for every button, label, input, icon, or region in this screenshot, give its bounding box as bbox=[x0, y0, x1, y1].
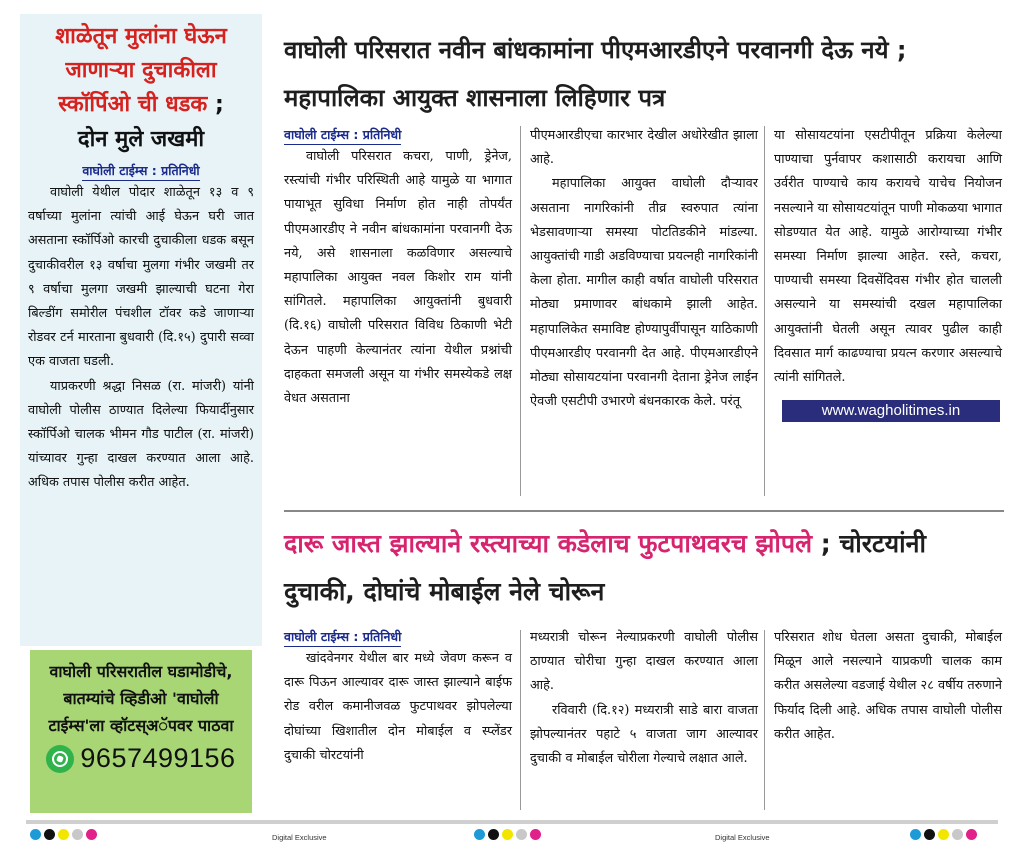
column-divider bbox=[520, 630, 521, 810]
registration-dot bbox=[502, 829, 513, 840]
registration-dot bbox=[938, 829, 949, 840]
story1-column-3 bbox=[774, 124, 1002, 422]
story2-column-2 bbox=[530, 626, 758, 771]
story1-col2-text-b: महापालिका आयुक्त वाघोली दौऱ्यावर असताना नागरिकांनी तीव्र स्वरुपात त्यांना भेडसावणाऱ्या समस्या पोटतिडकीने मांडल्या. आयुक्तांची गाडी अडविण्याचा प्रयत्नही नागरिकांनी केला होता. मागील काही वर्षात वाघोली परिसरात मोठ्या प्रमाणावर बांधकामे झाली आहेत. महापालिकेत समाविष्ट होण्यापुर्वीपासून याठिकाणी पीएमआरडीए परवानगी देत आहे. पीएमआरडीएने मोठ्या सोसायटयांना परवानगी देताना ड्रेनेज लाईन ऐवजी एसटीपी उभारणे बंधनकारक केले. परंतू bbox=[530, 176, 758, 410]
digital-exclusive-label: Digital Exclusive bbox=[715, 833, 770, 842]
left-story-subtitle: दोन मुले जखमी bbox=[77, 127, 205, 152]
story2-col2-text-b: रविवारी (दि.१२) मध्यरात्री साडे बारा वाजता झोपल्यानंतर पहाटे ५ वाजता जाग आल्यावर दुचाकी व मोबाईल चोरीला गेल्याचे लक्षात आले. bbox=[530, 702, 758, 767]
story2-byline: वाघोली टाईम्स : प्रतिनिधी bbox=[284, 628, 401, 647]
whatsapp-icon bbox=[46, 745, 74, 773]
left-story-title bbox=[28, 20, 254, 122]
left-story-title-red: शाळेतून मुलांना घेऊन जाणाऱ्या दुचाकीला स्कॉर्पिओ ची धडक bbox=[55, 24, 227, 117]
registration-dot bbox=[966, 829, 977, 840]
column-divider bbox=[520, 126, 521, 496]
footer-rule bbox=[26, 820, 998, 824]
story1-col2-text-a: पीएमआरडीएचा कारभार देखील अधोरेखीत झाला आहे. bbox=[530, 128, 758, 168]
website-banner[interactable]: www.wagholitimes.in bbox=[782, 400, 1000, 422]
promo-text: वाघोली परिसरातील घडामोडीचे, बातम्यांचे व्हिडीओ 'वाघोली टाईम्स'ला व्हॉटस्अॅपवर पाठवा bbox=[48, 662, 234, 735]
registration-dot bbox=[30, 829, 41, 840]
registration-dot bbox=[516, 829, 527, 840]
column-divider bbox=[764, 630, 765, 810]
registration-marks-center bbox=[474, 829, 541, 840]
story1-column-2 bbox=[530, 124, 758, 414]
left-story-title-sep: ; bbox=[207, 92, 224, 117]
registration-dot bbox=[474, 829, 485, 840]
column-divider bbox=[764, 126, 765, 496]
registration-dot bbox=[530, 829, 541, 840]
left-story-byline: वाघोली टाईम्स : प्रतिनिधी bbox=[82, 162, 199, 181]
registration-marks-left bbox=[30, 829, 97, 840]
digital-exclusive-label: Digital Exclusive bbox=[272, 833, 327, 842]
registration-dot bbox=[952, 829, 963, 840]
promo-phone-number: 9657499156 bbox=[80, 743, 236, 773]
registration-dot bbox=[44, 829, 55, 840]
registration-dot bbox=[924, 829, 935, 840]
registration-dot bbox=[910, 829, 921, 840]
left-story-paragraph-2: याप्रकरणी श्रद्धा निसळ (रा. मांजरी) यांनी वाघोली पोलीस ठाण्यात दिलेल्या फियार्दीनुसार स्कॉर्पिओ चालक भीमन गौड पाटील (रा. मांजरी) यांच्यावर गुन्हा दाखल करण्यात आला आहे. अधिक तपास पोलीस करीत आहेत. bbox=[28, 378, 254, 491]
story2-column-3 bbox=[774, 626, 1002, 747]
left-story-paragraph-1: वाघोली येथील पोदार शाळेतून १३ व ९ वर्षाच्या मुलांना त्यांची आई घेऊन घरी जात असताना स्कॉर्पिओ कारची दुचाकीला धडक बसून दुचाकीवरील १३ वर्षाचा मुलगा गंभीर जखमी तर ९ वर्षाचा मुलगा जखमी झाल्याची घटना गेरा बिल्डींग समोरील पंचशील टॉवर कडे जाणाऱ्या रोडवर टर्न मारताना बुधवारी (दि.१५) दुपारी सव्वा एक वाजता घडली. bbox=[28, 185, 254, 370]
registration-dot bbox=[488, 829, 499, 840]
story2-col3-text: परिसरात शोध घेतला असता दुचाकी, मोबाईल मिळून आले नसल्याने याप्रकणी चालक काम करीत असलेल्या वडजाई येथील २८ वर्षीय तरुणाने फिर्याद दिली आहे. अधिक तपास वाघोली पोलीस करीत आहेत. bbox=[774, 630, 1002, 742]
story2-article bbox=[284, 626, 1004, 816]
story1-col1-text: वाघोली परिसरात कचरा, पाणी, ड्रेनेज, रस्त्यांची गंभीर परिस्थिती आहे यामुळे या भागात पायाभूत सुविधा निर्माण होत नाही तोपर्यंत पीएमआरडीए ने नवीन बांधकामांना परवानगी देऊ नये, असे शासनाला कळविणार असल्याचे महापालिका आयुक्त नवल किशोर राम यांनी सांगितले. महापालिका आयुक्तांनी बुधवारी (दि.१६) वाघोली परिसरात विविध ठिकाणी भेटी देऊन पाहणी केल्यानंतर त्यांना येथील प्रश्नांची दाहकता समजली असून या गंभीर समस्येकडे लक्ष वेधत असताना bbox=[284, 149, 512, 407]
story1-byline: वाघोली टाईम्स : प्रतिनिधी bbox=[284, 126, 401, 145]
story2-headline-dark: ; चोरटयांनी दुचाकी, दोघांचे मोबाईल नेले चोरून bbox=[284, 529, 926, 606]
story1-column-1 bbox=[284, 124, 512, 411]
story1-headline: वाघोली परिसरात नवीन बांधकामांना पीएमआरडीएने परवानगी देऊ नये ; महापालिका आयुक्त शासनाला लिहिणार पत्र bbox=[284, 36, 907, 112]
story1-col3-text: या सोसायटयांना एसटीपीतून प्रक्रिया केलेल्या पाण्याचा पुर्नवापर कशासाठी करायचा आणि उर्वरीत पाण्याचे काय करायचे याचेच नियोजन नसल्याने या सोसायटयांतून पाणी मोकळया भागात सोडण्यात येत आहे. यामुळे आरोग्याच्या गंभीर समस्या निर्माण झाल्या आहेत. रस्ते, कचरा, पाण्याची समस्या दिवसेंदिवस गंभीर होत चालली असल्याने या समस्यांची दखल महापालिका आयुक्तांनी घेतली असून त्यावर पुढील काही दिवसात मार्ग काढण्याचा प्रयत्न करणार असल्याचे त्यांनी सांगितले. bbox=[774, 128, 1002, 386]
story-divider bbox=[284, 510, 1004, 512]
registration-dot bbox=[86, 829, 97, 840]
story2-headline bbox=[284, 520, 1004, 616]
story1-article bbox=[284, 124, 1004, 504]
story2-column-1 bbox=[284, 626, 512, 768]
registration-dot bbox=[58, 829, 69, 840]
registration-marks-right bbox=[910, 829, 977, 840]
story2-col1-text: खांदवेनगर येथील बार मध्ये जेवण करून व दारू पिऊन आल्यावर दारू जास्त झाल्याने बाईफ रोड वरील कमानीजवळ फुटपाथवर झोपलेल्या दोघांच्या खिशातील दोन मोबाईल व स्प्लेंडर दुचाकी चोरटयांनी bbox=[284, 651, 512, 763]
story2-col2-text-a: मध्यरात्री चोरून नेल्याप्रकरणी वाघोली पोलीस ठाण्यात चोरीचा गुन्हा दाखल करण्यात आला आहे. bbox=[530, 630, 758, 694]
left-story-panel bbox=[20, 14, 262, 646]
registration-dot bbox=[72, 829, 83, 840]
whatsapp-promo-box bbox=[30, 650, 252, 813]
story2-headline-pink: दारू जास्त झाल्याने रस्त्याच्या कडेलाच फुटपाथवरच झोपले bbox=[284, 529, 813, 558]
